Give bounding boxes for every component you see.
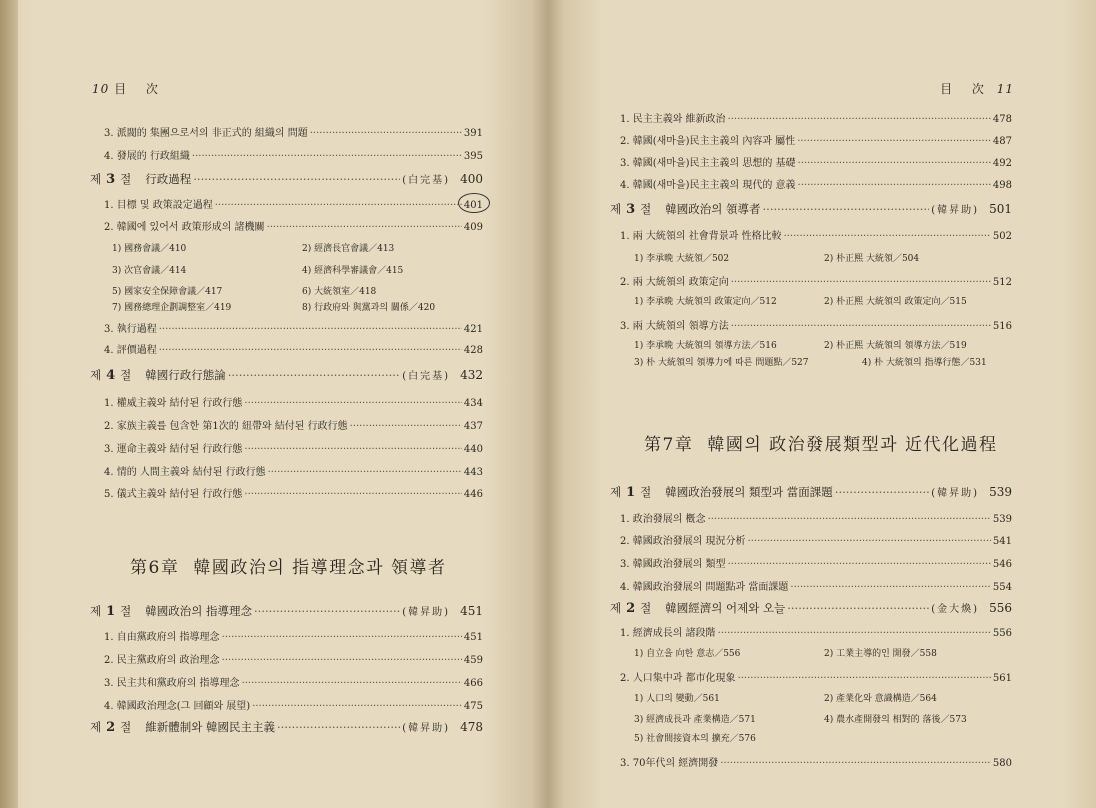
chapter-heading bbox=[130, 553, 446, 578]
page-ref: 395 bbox=[463, 151, 483, 162]
entry-label: 4. 發展的 行政組織 bbox=[104, 151, 190, 162]
leader-dots bbox=[790, 582, 991, 593]
page-ref: 443 bbox=[463, 467, 483, 478]
leader-dots bbox=[277, 720, 400, 734]
leader-dots bbox=[268, 467, 462, 478]
entry-label: 5. 儀式主義와 結付된 行政行態 bbox=[104, 489, 243, 500]
leader-dots bbox=[718, 628, 991, 639]
toc-entry bbox=[104, 417, 483, 432]
toc-entry bbox=[620, 176, 1012, 191]
chapter-number: 第7章 bbox=[644, 435, 694, 455]
leader-dots bbox=[787, 601, 929, 615]
entry-label: 3. 派閥的 集團으로서의 非正式的 組織의 問題 bbox=[104, 128, 308, 139]
sub-entry: 6) 大統領室／418 bbox=[302, 287, 377, 297]
page-ref: 487 bbox=[992, 136, 1012, 147]
sub-entry-pair bbox=[112, 241, 394, 254]
sub-entry-pair bbox=[634, 251, 919, 264]
leader-dots bbox=[267, 222, 462, 233]
section-number-value: 3 bbox=[106, 172, 118, 187]
toc-entry bbox=[620, 578, 1012, 593]
section-author: (韓昇助) bbox=[402, 723, 451, 734]
sub-entry: 3) 經濟成長과 產業構造／571 bbox=[634, 715, 756, 725]
header-title: 目 次 bbox=[114, 82, 166, 96]
leader-dots bbox=[252, 701, 462, 712]
leader-dots bbox=[731, 277, 991, 288]
page-number: 11 bbox=[996, 82, 1014, 96]
page-ref: 478 bbox=[992, 114, 1012, 125]
leader-dots bbox=[192, 151, 462, 162]
leader-dots bbox=[242, 678, 462, 689]
sub-entry: 1) 國務會議／410 bbox=[112, 244, 187, 254]
section-author: (白完基) bbox=[402, 175, 451, 186]
leader-dots bbox=[738, 673, 991, 684]
page-ref: 466 bbox=[463, 678, 483, 689]
leader-dots bbox=[193, 172, 400, 186]
leader-dots bbox=[835, 485, 929, 499]
leader-dots bbox=[222, 632, 462, 643]
page-ref: 516 bbox=[992, 321, 1012, 332]
page-ref: 539 bbox=[992, 514, 1012, 525]
entry-label: 2. 民主黨政府의 政治理念 bbox=[104, 655, 220, 666]
toc-entry bbox=[620, 510, 1012, 525]
sub-entry-pair bbox=[634, 646, 937, 659]
section-number: 제 1 절 bbox=[90, 604, 134, 619]
section-word: 절 bbox=[640, 485, 654, 499]
sub-entry: 4) 朴 大統領의 指導行態／531 bbox=[862, 358, 987, 368]
entry-label: 1. 權威主義와 結付된 行政行態 bbox=[104, 398, 243, 409]
section-title: 韓國政治發展의 類型과 當面課題 bbox=[665, 485, 833, 499]
entry-label: 3. 韓國政治發展의 類型 bbox=[620, 559, 726, 570]
page-ref: 475 bbox=[463, 701, 483, 712]
toc-entry bbox=[620, 154, 1012, 169]
sub-entry: 4) 農水產開發의 相對的 落後／573 bbox=[824, 715, 967, 725]
leader-dots bbox=[731, 321, 991, 332]
page-header-right bbox=[940, 80, 1014, 97]
sub-entry-pair bbox=[634, 355, 987, 368]
toc-entry bbox=[620, 624, 1012, 639]
sub-entry-pair bbox=[634, 712, 967, 725]
chapter-heading bbox=[644, 430, 997, 455]
section-number: 제 2 절 bbox=[90, 720, 134, 735]
sub-entry-pair bbox=[634, 691, 937, 704]
leader-dots bbox=[728, 559, 991, 570]
section-word: 절 bbox=[120, 172, 134, 186]
sub-entry: 5) 國家安全保障會議／417 bbox=[112, 287, 223, 297]
entry-label: 3. 運命主義와 結付된 行政行態 bbox=[104, 444, 243, 455]
section-title: 韓國經濟의 어제와 오늘 bbox=[665, 601, 786, 615]
sub-entry-pair bbox=[112, 263, 403, 276]
section-heading bbox=[90, 171, 483, 187]
section-number: 제 1 절 bbox=[610, 485, 654, 500]
entry-label: 1. 民主主義와 維新政治 bbox=[620, 114, 726, 125]
sub-entry: 2) 朴正熙 大統領의 政策定向／515 bbox=[824, 297, 967, 307]
leader-dots bbox=[798, 180, 991, 191]
section-number: 제 3 절 bbox=[610, 202, 654, 217]
page-ref: 434 bbox=[463, 398, 483, 409]
page-ref: 437 bbox=[463, 421, 483, 432]
leader-dots bbox=[784, 231, 991, 242]
entry-label: 3. 兩 大統領의 領導方法 bbox=[620, 321, 729, 332]
toc-entry bbox=[620, 555, 1012, 570]
sub-entry: 2) 工業主導的인 開發／558 bbox=[824, 649, 937, 659]
leader-dots bbox=[310, 128, 462, 139]
sub-entry: 1) 李承晩 大統領／502 bbox=[634, 254, 730, 264]
entry-label: 2. 家族主義를 包含한 第1次的 紐帶와 結付된 行政行態 bbox=[104, 421, 348, 432]
page-ref: 512 bbox=[992, 277, 1012, 288]
sub-entry: 5) 社會間接資本의 擴充／576 bbox=[634, 734, 756, 744]
leader-dots bbox=[798, 158, 991, 169]
handwritten-circle bbox=[458, 193, 490, 213]
page-ref: 446 bbox=[463, 489, 483, 500]
leader-dots bbox=[244, 489, 462, 500]
entry-label: 1. 兩 大統領의 社會背景과 性格比較 bbox=[620, 231, 782, 242]
leader-dots bbox=[728, 114, 991, 125]
entry-label: 1. 經濟成長의 諸段階 bbox=[620, 628, 716, 639]
section-heading bbox=[90, 367, 483, 383]
leader-dots bbox=[350, 421, 462, 432]
section-author: (金大煥) bbox=[931, 604, 980, 615]
toc-entry bbox=[104, 651, 483, 666]
entry-label: 2. 人口集中과 都市化現象 bbox=[620, 673, 736, 684]
section-heading bbox=[90, 603, 483, 619]
entry-label: 3. 民主共和黨政府의 指導理念 bbox=[104, 678, 240, 689]
entry-label: 4. 情的 人間主義와 結付된 行政行態 bbox=[104, 467, 266, 478]
section-number-value: 1 bbox=[626, 485, 638, 500]
sub-entry: 3) 次官會議／414 bbox=[112, 266, 187, 276]
page-ref: 498 bbox=[992, 180, 1012, 191]
section-word: 절 bbox=[120, 720, 134, 734]
toc-entry bbox=[104, 440, 483, 455]
leader-dots bbox=[222, 655, 462, 666]
page-ref: 409 bbox=[463, 222, 483, 233]
entry-label: 3. 執行過程 bbox=[104, 324, 157, 335]
section-title: 行政過程 bbox=[145, 172, 192, 186]
page-header-left bbox=[92, 80, 166, 97]
leader-dots bbox=[763, 202, 930, 216]
header-title: 目 次 bbox=[940, 82, 992, 96]
entry-label: 3. 韓國(새마을)民主主義의 思想的 基礎 bbox=[620, 158, 796, 169]
leader-dots bbox=[748, 536, 991, 547]
toc-entry bbox=[104, 341, 483, 356]
page-ref: 580 bbox=[992, 758, 1012, 769]
section-author: (韓昇助) bbox=[931, 488, 980, 499]
section-heading bbox=[610, 201, 1012, 217]
page-number: 10 bbox=[92, 82, 110, 96]
leader-dots bbox=[228, 368, 401, 382]
page-ref: 541 bbox=[992, 536, 1012, 547]
section-heading bbox=[90, 719, 483, 735]
section-word: 절 bbox=[120, 604, 134, 618]
sub-entry: 7) 國務總理企劃調整室／419 bbox=[112, 303, 232, 313]
section-word: 절 bbox=[640, 601, 654, 615]
page-ref: 556 bbox=[989, 601, 1012, 615]
entry-label: 4. 評價過程 bbox=[104, 345, 157, 356]
section-author: (白完基) bbox=[402, 371, 451, 382]
leader-dots bbox=[215, 200, 462, 211]
toc-entry bbox=[104, 394, 483, 409]
leader-dots bbox=[797, 136, 991, 147]
leader-dots bbox=[159, 324, 462, 335]
sub-entry: 2) 朴正熙 大統領의 領導方法／519 bbox=[824, 341, 967, 351]
toc-entry bbox=[620, 669, 1012, 684]
chapter-title: 韓國政治의 指導理念과 領導者 bbox=[193, 558, 447, 578]
sub-entry: 1) 李承晩 大統領의 領導方法／516 bbox=[634, 341, 777, 351]
leader-dots bbox=[159, 345, 462, 356]
page-ref: 556 bbox=[992, 628, 1012, 639]
toc-entry bbox=[104, 674, 483, 689]
section-author: (韓昇助) bbox=[931, 205, 980, 216]
entry-label: 4. 韓國政治發展의 問題點과 當面課題 bbox=[620, 582, 789, 593]
page-ref: 539 bbox=[989, 485, 1012, 499]
sub-entry: 1) 李承晩 大統領의 政策定向／512 bbox=[634, 297, 777, 307]
leader-dots bbox=[254, 604, 400, 618]
toc-entry bbox=[620, 132, 1012, 147]
section-word: 절 bbox=[640, 202, 654, 216]
entry-label: 3. 70年代의 經濟開發 bbox=[620, 758, 719, 769]
section-word: 절 bbox=[120, 368, 134, 382]
page-ref: 400 bbox=[460, 172, 483, 186]
leader-dots bbox=[708, 514, 991, 525]
toc-entry bbox=[104, 124, 483, 139]
page-ref: 459 bbox=[463, 655, 483, 666]
toc-entry bbox=[104, 320, 483, 335]
entry-label: 2. 兩 大統領의 政策定向 bbox=[620, 277, 729, 288]
page-ref: 421 bbox=[463, 324, 483, 335]
sub-entry: 1) 自立을 向한 意志／556 bbox=[634, 649, 741, 659]
page-ref: 451 bbox=[463, 632, 483, 643]
entry-label: 4. 韓國政治理念(그 回顧와 展望) bbox=[104, 701, 251, 712]
section-number: 제 4 절 bbox=[90, 368, 134, 383]
toc-entry bbox=[620, 273, 1012, 288]
section-title: 維新體制와 韓國民主主義 bbox=[145, 720, 276, 734]
sub-entry-pair bbox=[112, 300, 435, 313]
toc-entry bbox=[104, 463, 483, 478]
leader-dots bbox=[244, 444, 462, 455]
page-ref: 440 bbox=[463, 444, 483, 455]
sub-entry-pair bbox=[112, 284, 376, 297]
toc-entry bbox=[620, 754, 1012, 769]
toc-entry bbox=[104, 218, 483, 233]
toc-entry bbox=[620, 227, 1012, 242]
leader-dots bbox=[720, 758, 991, 769]
entry-label: 2. 韓國政治發展의 現況分析 bbox=[620, 536, 746, 547]
sub-entry-pair bbox=[634, 731, 824, 744]
page-ref: 401 bbox=[463, 200, 483, 211]
page-ref: 561 bbox=[992, 673, 1012, 684]
toc-entry bbox=[620, 532, 1012, 547]
section-number: 제 2 절 bbox=[610, 601, 654, 616]
sub-entry: 3) 朴 大統領의 領導力에 따른 問題點／527 bbox=[634, 358, 809, 368]
toc-entry bbox=[104, 147, 483, 162]
toc-entry bbox=[620, 110, 1012, 125]
sub-entry: 4) 經濟科學審議會／415 bbox=[302, 266, 404, 276]
section-number-value: 3 bbox=[626, 202, 638, 217]
entry-label: 1. 政治發展의 槪念 bbox=[620, 514, 706, 525]
section-title: 韓國政治의 指導理念 bbox=[145, 604, 253, 618]
entry-label: 4. 韓國(새마을)民主主義의 現代的 意義 bbox=[620, 180, 796, 191]
page-ref: 428 bbox=[463, 345, 483, 356]
toc-entry bbox=[104, 485, 483, 500]
sub-entry-pair bbox=[634, 294, 967, 307]
toc-entry bbox=[104, 697, 483, 712]
entry-label: 2. 韓國에 있어서 政策形成의 諸機關 bbox=[104, 222, 265, 233]
section-number-value: 2 bbox=[626, 601, 638, 616]
sub-entry-pair bbox=[634, 338, 967, 351]
toc-entry bbox=[104, 628, 483, 643]
page-ref: 391 bbox=[463, 128, 483, 139]
chapter-number: 第6章 bbox=[130, 558, 180, 578]
section-number-value: 4 bbox=[106, 368, 118, 383]
page-ref: 554 bbox=[992, 582, 1012, 593]
section-heading bbox=[610, 600, 1012, 616]
page-ref: 501 bbox=[989, 202, 1012, 216]
section-number: 제 3 절 bbox=[90, 172, 134, 187]
page-ref: 492 bbox=[992, 158, 1012, 169]
section-heading bbox=[610, 484, 1012, 500]
book-edge bbox=[0, 0, 18, 808]
toc-entry bbox=[104, 196, 483, 211]
sub-entry: 8) 行政府와 與黨과의 關係／420 bbox=[302, 303, 436, 313]
page-ref: 451 bbox=[460, 604, 483, 618]
entry-label: 1. 目標 및 政策設定過程 bbox=[104, 200, 213, 211]
page-ref: 502 bbox=[992, 231, 1012, 242]
sub-entry: 2) 產業化와 意識構造／564 bbox=[824, 694, 937, 704]
entry-label: 1. 自由黨政府의 指導理念 bbox=[104, 632, 220, 643]
section-number-value: 1 bbox=[106, 604, 118, 619]
sub-entry: 1) 人口의 變動／561 bbox=[634, 694, 720, 704]
page-ref: 546 bbox=[992, 559, 1012, 570]
leader-dots bbox=[244, 398, 462, 409]
page-ref: 432 bbox=[460, 368, 483, 382]
chapter-title: 韓國의 政治發展類型과 近代化過程 bbox=[707, 435, 998, 455]
sub-entry: 2) 朴正熙 大統領／504 bbox=[824, 254, 920, 264]
sub-entry: 2) 經濟長官會議／413 bbox=[302, 244, 395, 254]
section-author: (韓昇助) bbox=[402, 607, 451, 618]
section-number-value: 2 bbox=[106, 720, 118, 735]
section-title: 韓國政治의 領導者 bbox=[665, 202, 761, 216]
entry-label: 2. 韓國(새마을)民主主義의 內容과 屬性 bbox=[620, 136, 796, 147]
page-ref: 478 bbox=[460, 720, 483, 734]
section-title: 韓國行政行態論 bbox=[145, 368, 226, 382]
right-page bbox=[548, 0, 1096, 808]
toc-entry bbox=[620, 317, 1012, 332]
